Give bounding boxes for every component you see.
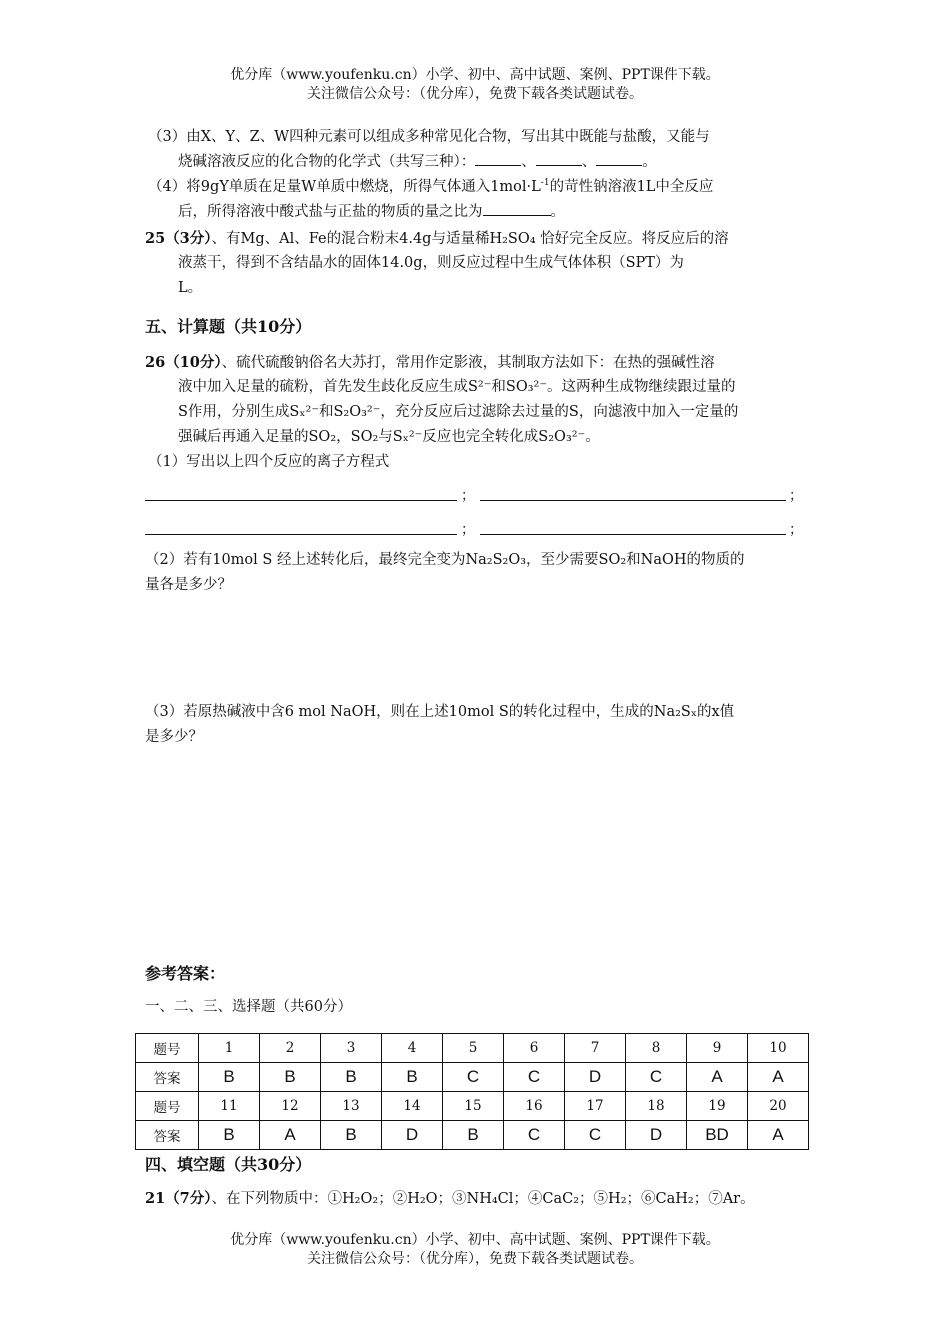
q26-line2: 液中加入足量的硫粉，首先发生歧化反应生成S²⁻和SO₃²⁻。这两种生成物继续跟过量的 xyxy=(178,379,736,395)
question-number: 9 xyxy=(687,1034,748,1063)
answer-cell: B xyxy=(321,1121,382,1150)
answer-table xyxy=(135,1033,809,1150)
page-footer xyxy=(0,1231,950,1269)
page-header xyxy=(0,66,950,104)
answer-cell: D xyxy=(565,1063,626,1092)
question-number: 18 xyxy=(626,1092,687,1121)
row-label: 答案 xyxy=(136,1063,199,1092)
question-number: 16 xyxy=(504,1092,565,1121)
footer-line-1: 优分库（www.youfenku.cn）小学、初中、高中试题、案例、PPT课件下载。 xyxy=(230,1232,720,1248)
period: 。 xyxy=(642,154,657,170)
answer-cell: A xyxy=(260,1121,321,1150)
answer-cell: C xyxy=(504,1121,565,1150)
answer-cell: B xyxy=(321,1063,382,1092)
section-4-title: 四、填空题（共30分） xyxy=(145,1155,312,1174)
answers-title: 参考答案： xyxy=(145,964,226,983)
q26-line3: S作用，分别生成Sₓ²⁻和S₂O₃²⁻，充分反应后过滤除去过量的S，向滤液中加入一定量的 xyxy=(178,404,739,420)
answer-line xyxy=(480,500,786,501)
section-5-title: 五、计算题（共10分） xyxy=(145,317,312,336)
answer-cell: A xyxy=(748,1063,809,1092)
q24-part3-text: 烧碱溶液反应的化合物的化学式（共写三种）： xyxy=(178,154,476,170)
answer-cell: B xyxy=(199,1121,260,1150)
answer-cell: B xyxy=(443,1121,504,1150)
table-row xyxy=(136,1034,809,1063)
q24-part3-line2 xyxy=(178,150,657,175)
q26-text-1: 、硫代硫酸钠俗名大苏打，常用作定影液，其制取方法如下：在热的强碱性溶 xyxy=(221,355,715,371)
semicolon: ； xyxy=(461,522,475,538)
answer-blank xyxy=(483,200,551,216)
question-number: 1 xyxy=(199,1034,260,1063)
answer-line xyxy=(480,534,786,535)
footer-line-2: 关注微信公众号：（优分库），免费下载各类试题试卷。 xyxy=(307,1251,643,1267)
answers-subtitle: 一、二、三、选择题（共60分） xyxy=(145,999,352,1015)
answer-line xyxy=(145,500,457,501)
question-number: 17 xyxy=(565,1092,626,1121)
answer-blank xyxy=(536,150,582,166)
answer-blank xyxy=(596,150,642,166)
q26-part2-line1: （2）若有10mol S 经上述转化后，最终完全变为Na₂S₂O₃，至少需要SO₂和NaOH的物质的 xyxy=(145,552,745,568)
question-number: 14 xyxy=(382,1092,443,1121)
q26-line4: 强碱后再通入足量的SO₂，SO₂与Sₓ²⁻反应也完全转化成S₂O₃²⁻。 xyxy=(178,429,600,445)
period: 。 xyxy=(550,204,565,220)
question-number: 2 xyxy=(260,1034,321,1063)
question-number: 3 xyxy=(321,1034,382,1063)
answer-line xyxy=(145,534,457,535)
answer-cell: D xyxy=(626,1121,687,1150)
q25-number: 25（3分） xyxy=(145,230,212,247)
answer-cell: B xyxy=(260,1063,321,1092)
table-row xyxy=(136,1092,809,1121)
q24-part4-text-b: 的苛性钠溶液1L中全反应 xyxy=(549,179,714,195)
row-label: 答案 xyxy=(136,1121,199,1150)
answer-cell: C xyxy=(626,1063,687,1092)
table-row xyxy=(136,1063,809,1092)
answer-cell: BD xyxy=(687,1121,748,1150)
q25-line1 xyxy=(145,226,729,252)
q21-number: 21（7分） xyxy=(145,1190,212,1207)
header-line-1: 优分库（www.youfenku.cn）小学、初中、高中试题、案例、PPT课件下载。 xyxy=(230,67,720,83)
q24-part4-line1 xyxy=(148,175,713,200)
answer-cell: C xyxy=(443,1063,504,1092)
q26-part3-line1: （3）若原热碱液中含6 mol NaOH，则在上述10mol S的转化过程中，生成的Na₂Sₓ的x值 xyxy=(145,704,735,720)
semicolon: ； xyxy=(789,488,803,504)
answer-cell: A xyxy=(748,1121,809,1150)
separator: 、 xyxy=(581,154,597,170)
answer-blank xyxy=(475,150,521,166)
row-label: 题号 xyxy=(136,1092,199,1121)
q26-line1 xyxy=(145,350,715,376)
answer-cell: C xyxy=(565,1121,626,1150)
answer-cell: B xyxy=(199,1063,260,1092)
q24-part4-text-a: （4）将9gY单质在足量W单质中燃烧，所得气体通入1mol·L xyxy=(148,179,541,195)
question-number: 6 xyxy=(504,1034,565,1063)
answer-cell: C xyxy=(504,1063,565,1092)
answer-cell: D xyxy=(382,1121,443,1150)
q26-number: 26（10分） xyxy=(145,354,222,371)
q21-line xyxy=(145,1186,755,1212)
question-number: 8 xyxy=(626,1034,687,1063)
separator: 、 xyxy=(521,154,536,170)
q26-part3-line2: 是多少？ xyxy=(145,729,203,745)
question-number: 7 xyxy=(565,1034,626,1063)
question-number: 12 xyxy=(260,1092,321,1121)
answer-cell: B xyxy=(382,1063,443,1092)
q26-part2-line2: 量各是多少？ xyxy=(145,577,232,593)
question-number: 13 xyxy=(321,1092,382,1121)
q25-line2: 液蒸干，得到不含结晶水的固体14.0g，则反应过程中生成气体体积（SPT）为 xyxy=(178,255,684,271)
q24-part3-line1: （3）由X、Y、Z、W四种元素可以组成多种常见化合物，写出其中既能与盐酸，又能与 xyxy=(148,129,710,145)
q25-text-1: 、有Mg、Al、Fe的混合粉末4.4g与适量稀H₂SO₄ 恰好完全反应。将反应后的溶 xyxy=(211,231,729,247)
semicolon: ； xyxy=(461,488,475,504)
question-number: 11 xyxy=(199,1092,260,1121)
q24-part4-text-c: 后，所得溶液中酸式盐与正盐的物质的量之比为 xyxy=(178,204,483,220)
q25-line3: L。 xyxy=(178,280,203,296)
question-number: 15 xyxy=(443,1092,504,1121)
row-label: 题号 xyxy=(136,1034,199,1063)
q24-part4-line2 xyxy=(178,200,565,225)
semicolon: ； xyxy=(789,522,803,538)
question-number: 20 xyxy=(748,1092,809,1121)
answer-cell: A xyxy=(687,1063,748,1092)
table-row xyxy=(136,1121,809,1150)
superscript: -1 xyxy=(540,178,550,189)
q26-part1: （1）写出以上四个反应的离子方程式 xyxy=(148,454,390,470)
q21-text: 、在下列物质中：①H₂O₂；②H₂O；③NH₄Cl；④CaC₂；⑤H₂；⑥CaH₂；⑦Ar。 xyxy=(211,1191,755,1207)
question-number: 10 xyxy=(748,1034,809,1063)
question-number: 5 xyxy=(443,1034,504,1063)
question-number: 4 xyxy=(382,1034,443,1063)
question-number: 19 xyxy=(687,1092,748,1121)
header-line-2: 关注微信公众号：（优分库），免费下载各类试题试卷。 xyxy=(307,86,643,102)
